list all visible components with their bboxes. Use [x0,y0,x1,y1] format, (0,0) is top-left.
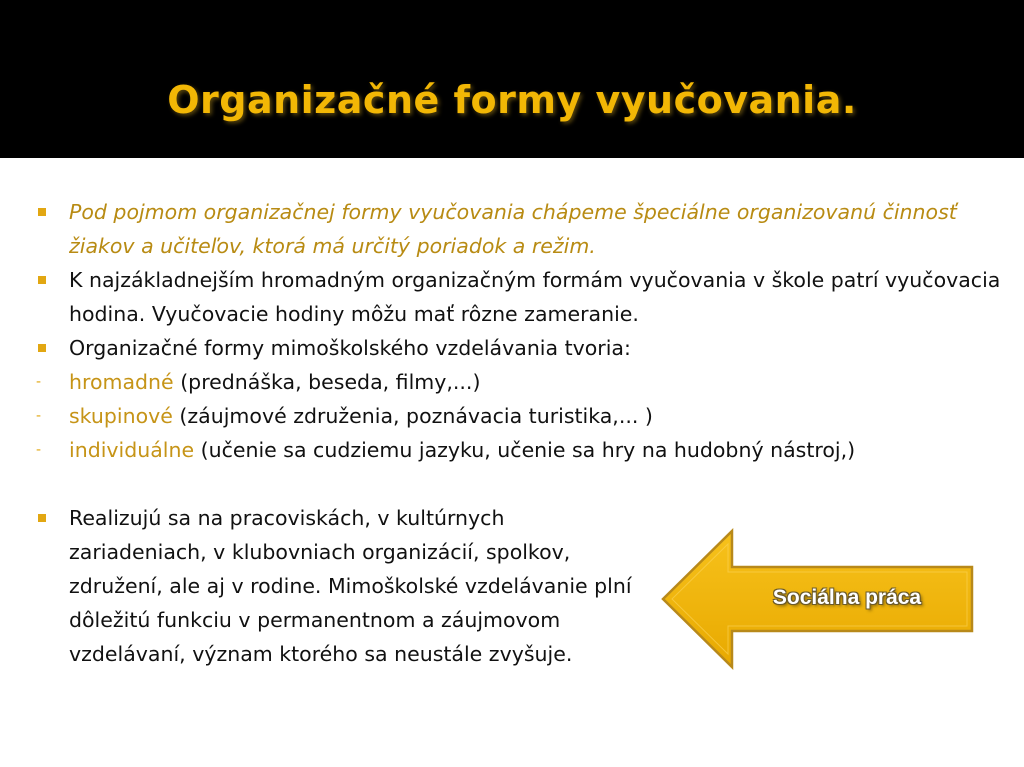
square-bullet-icon [38,276,46,284]
social-work-arrow[interactable] [660,528,976,670]
bullet-item-definition [36,195,1011,263]
form-term: skupinové [69,404,173,428]
lesson-text: K najzákladnejším hromadným organizačným formám vyučovania v škole patrí vyučovacia hodina. Vyučovacie hodiny môžu mať rôzne zameranie. [69,268,1001,326]
form-detail: (záujmové združenia, poznávacia turistika,... ) [172,404,653,428]
spacer [36,467,1011,501]
dash-marker: - [36,442,42,458]
form-detail: (prednáška, beseda, filmy,...) [173,370,481,394]
slide-title: Organizačné formy vyučovania. [167,78,857,122]
square-bullet-icon [38,514,46,522]
dash-item-group [36,399,1011,433]
dash-item-mass [36,365,1011,399]
definition-text: Pod pojmom organizačnej formy vyučovania chápeme špeciálne organizovanú činnosť žiakov a učiteľov, ktorá má určitý poriadok a režim. [69,200,957,258]
arrow-label: Sociálna práca [772,586,922,609]
dash-item-individual [36,433,1011,467]
realization-text: Realizujú sa na pracoviskách, v kultúrnych zariadeniach, v klubovniach organizácií, spolkov, združení, ale aj v rodine. Mimoškolské vzdelávanie plní dôležitú funkciu v permanentnom a záujmovom vzdelávaní, význam ktorého sa neustále zvyšuje. [69,506,632,666]
bullet-item-realization [36,501,644,671]
form-term: individuálne [69,438,195,462]
dash-marker: - [36,374,42,390]
square-bullet-icon [38,344,46,352]
form-term: hromadné [69,370,174,394]
dash-marker: - [36,408,42,424]
bullet-item-lesson [36,263,1011,331]
form-detail: (učenie sa cudziemu jazyku, učenie sa hry na hudobný nástroj,) [194,438,856,462]
bullet-item-forms-intro [36,331,1011,365]
square-bullet-icon [38,208,46,216]
forms-intro-text: Organizačné formy mimoškolského vzdelávania tvoria: [69,336,631,360]
